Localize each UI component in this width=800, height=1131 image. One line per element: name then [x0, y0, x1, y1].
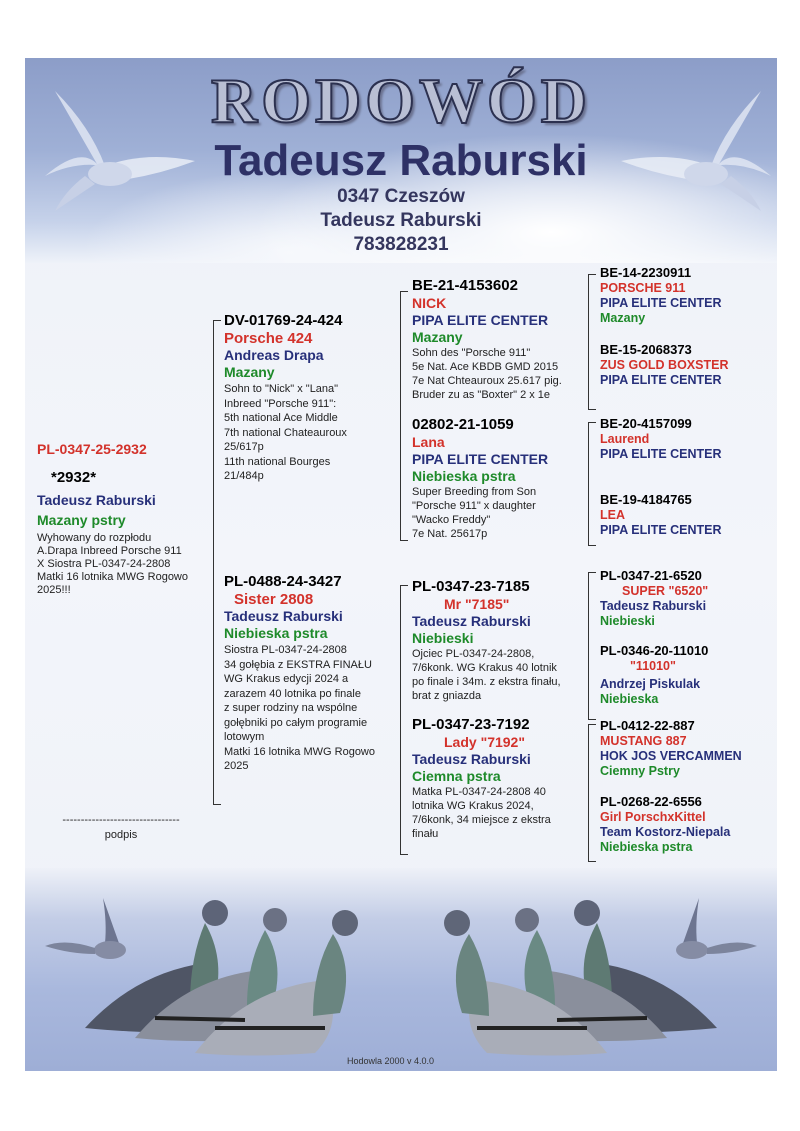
- breeder-name-small: Tadeusz Raburski: [320, 210, 482, 231]
- bracket-fm-top: [588, 422, 596, 423]
- mother-owner: Tadeusz Raburski: [224, 608, 343, 624]
- mf-note: Ojciec PL-0347-24-2808, 7/6konk. WG Krakus 40 lotnik po finale i 34m. z ekstra finału, brat z gniazda: [412, 648, 561, 702]
- page-title: RODOWÓD: [211, 65, 591, 136]
- signature-label: podpis: [104, 829, 138, 841]
- mm-ring: PL-0347-23-7192: [412, 716, 530, 733]
- ff-owner: PIPA ELITE CENTER: [412, 312, 549, 328]
- bracket-ff-top: [588, 274, 596, 275]
- mf-color: Niebieski: [412, 630, 474, 646]
- breeder-phone: 783828231: [353, 234, 449, 255]
- bracket-gen1-top: [213, 320, 221, 321]
- pigeons-illustration: [25, 868, 777, 1071]
- bracket-father: [400, 291, 401, 541]
- mm-owner: Tadeusz Raburski: [412, 751, 531, 767]
- ff-ring: BE-21-4153602: [412, 277, 518, 294]
- pigeon-group-left-icon: [85, 900, 358, 1056]
- bracket-mf-top: [588, 572, 596, 573]
- subject-block: [37, 441, 212, 597]
- small-pigeon-right-icon: [676, 898, 757, 959]
- gen4-entry: BE-15-2068373 ZUS GOLD BOXSTER PIPA ELITE CENTER: [600, 342, 729, 387]
- mf-ring: PL-0347-23-7185: [412, 578, 530, 595]
- gen4-entry: BE-14-2230911 PORSCHE 911 PIPA ELITE CENTER Mazany: [600, 265, 722, 325]
- mother-ring: PL-0488-24-3427: [224, 573, 342, 590]
- breeder-location: 0347 Czeszów: [337, 186, 465, 207]
- father-owner: Andreas Drapa: [224, 347, 324, 363]
- mother-color: Niebieska pstra: [224, 625, 328, 641]
- mf-name: Mr "7185": [444, 596, 510, 612]
- gen4-entry: PL-0346-20-11010 "11010" Andrzej Piskulak Niebieska: [600, 643, 709, 706]
- subject-color: Mazany pstry: [37, 512, 126, 528]
- bracket-mm-bottom: [588, 861, 596, 862]
- fm-ring: 02802-21-1059: [412, 416, 514, 433]
- father-block: [224, 312, 394, 484]
- mother-block: [224, 573, 396, 774]
- subject-ring: PL-0347-25-2932: [37, 441, 147, 457]
- bracket-mm: [588, 724, 589, 862]
- ff-block: [412, 277, 587, 402]
- small-pigeon-left-icon: [45, 898, 126, 959]
- mf-block: [412, 578, 587, 703]
- father-ring: DV-01769-24-424: [224, 312, 343, 329]
- ff-name: NICK: [412, 295, 447, 311]
- mm-note: Matka PL-0347-24-2808 40 lotnika WG Krakus 2024, 7/6konk, 34 miejsce z ekstra finału: [412, 786, 551, 840]
- mm-block: [412, 716, 587, 841]
- mother-note: Siostra PL-0347-24-2808 34 gołębia z EKSTRA FINAŁU WG Krakus edycji 2024 a zarazem 40 lotnika po finale z super rodziny na wspólne gołębniki po całym programie lotowym Matki 16 lotnika MWG Rogowo 2025: [224, 644, 375, 772]
- mm-name: Lady "7192": [444, 734, 525, 750]
- ff-color: Mazany: [412, 329, 463, 345]
- pedigree-sheet: [25, 58, 777, 1071]
- bracket-fm-bottom: [588, 545, 596, 546]
- subject-note: Wyhowany do rozpłodu A.Drapa Inbreed Porsche 911 X Siostra PL-0347-24-2808 Matki 16 lotnika MWG Rogowo 2025!!!: [37, 532, 188, 596]
- subject-nickname: *2932*: [51, 469, 97, 486]
- gen4-entry: PL-0268-22-6556 Girl PorschxKittel Team Kostorz-Niepala Niebieska pstra: [600, 794, 731, 854]
- bracket-mf: [588, 572, 589, 720]
- fm-note: Super Breeding from Son "Porsche 911" x daughter "Wacko Freddy" 7e Nat. 25617p: [412, 486, 537, 540]
- gen4-entry: PL-0412-22-887 MUSTANG 887 HOK JOS VERCAMMEN Ciemny Pstry: [600, 718, 742, 778]
- father-note: Sohn to "Nick" x "Lana" Inbreed "Porsche 911": 5th national Ace Middle 7th national Chateauroux 25/617p 11th national Bourges 21/484p: [224, 383, 347, 482]
- bracket-mother-bottom: [400, 854, 408, 855]
- bracket-father-top: [400, 291, 408, 292]
- bracket-mm-top: [588, 724, 596, 725]
- mm-color: Ciemna pstra: [412, 768, 501, 784]
- fm-block: [412, 416, 587, 541]
- mf-owner: Tadeusz Raburski: [412, 613, 531, 629]
- fm-name: Lana: [412, 434, 445, 450]
- bracket-gen1: [213, 320, 214, 805]
- footer-banner: [25, 868, 777, 1071]
- fm-owner: PIPA ELITE CENTER: [412, 451, 549, 467]
- bracket-father-bottom: [400, 540, 408, 541]
- bracket-gen1-bottom: [213, 804, 221, 805]
- bracket-mother: [400, 585, 401, 855]
- bracket-ff: [588, 274, 589, 410]
- subject-owner: Tadeusz Raburski: [37, 492, 156, 508]
- gen4-entry: BE-20-4157099 Laurend PIPA ELITE CENTER: [600, 416, 722, 461]
- father-color: Mazany: [224, 364, 275, 380]
- bracket-mf-bottom: [588, 719, 596, 720]
- gen4-entry: PL-0347-21-6520 SUPER "6520" Tadeusz Raburski Niebieski: [600, 568, 709, 628]
- gen4-entry: BE-19-4184765 LEA PIPA ELITE CENTER: [600, 492, 722, 537]
- mother-name: Sister 2808: [234, 591, 314, 608]
- software-version: Hodowla 2000 v 4.0.0: [347, 1056, 435, 1066]
- bracket-fm: [588, 422, 589, 546]
- signature-area: [41, 814, 201, 842]
- pigeon-group-right-icon: [444, 900, 717, 1056]
- signature-line: --------------------------------: [62, 814, 180, 826]
- breeder-name: Tadeusz Raburski: [214, 136, 588, 185]
- ff-note: Sohn des "Porsche 911" 5e Nat. Ace KBDB GMD 2015 7e Nat Chteauroux 25.617 pig. Bruder zu as "Boxter" 2 x 1e: [412, 347, 562, 401]
- father-name: Porsche 424: [224, 330, 313, 347]
- header-banner: [25, 58, 777, 263]
- bracket-ff-bottom: [588, 409, 596, 410]
- fm-color: Niebieska pstra: [412, 468, 516, 484]
- bracket-mother-top: [400, 585, 408, 586]
